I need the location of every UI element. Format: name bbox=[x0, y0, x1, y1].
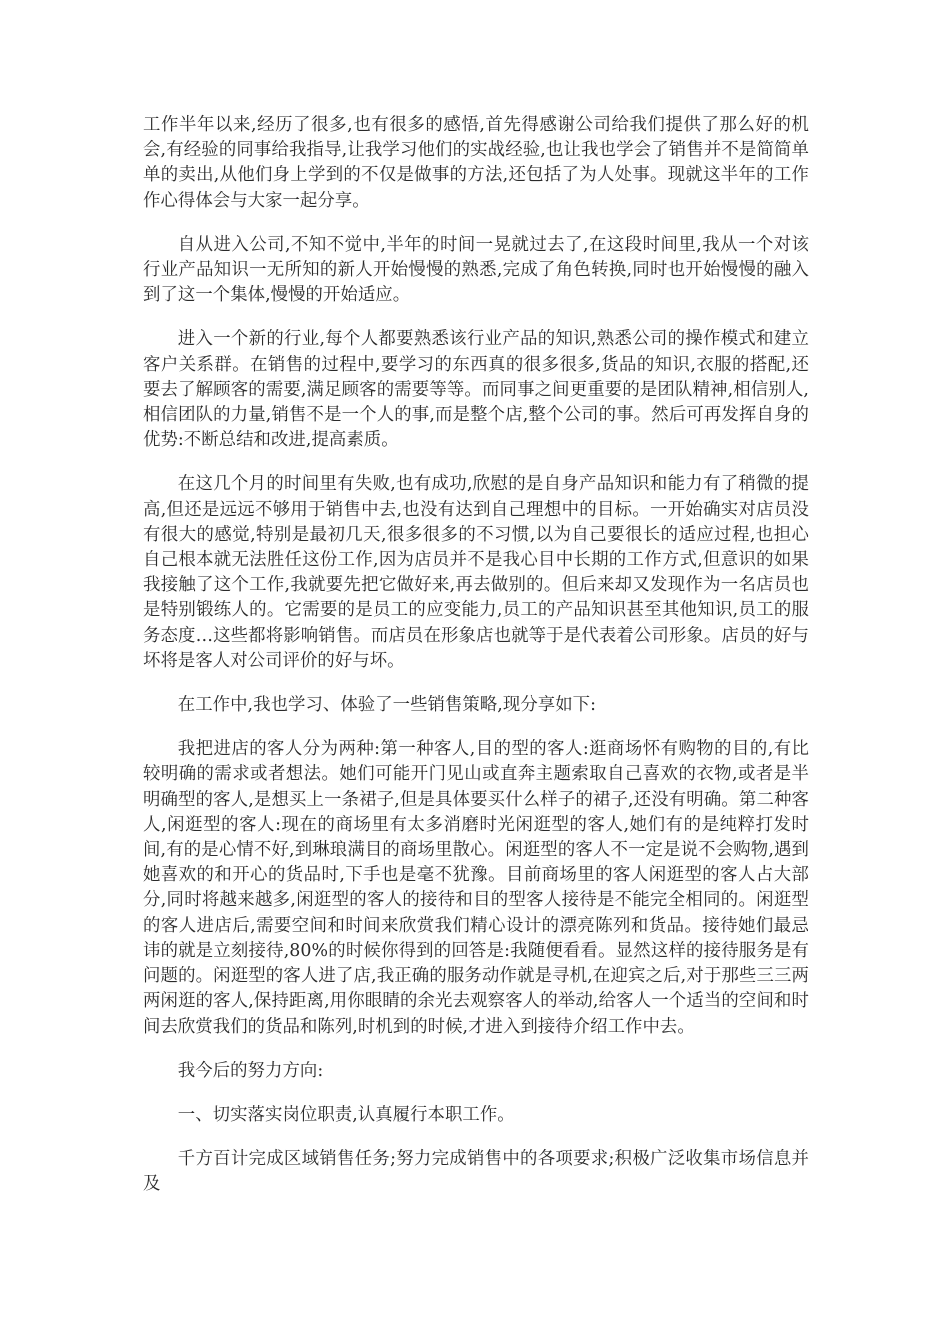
paragraph: 在工作中,我也学习、体验了一些销售策略,现分享如下: bbox=[177, 695, 596, 716]
paragraph: 自从进入公司,不知不觉中,半年的时间一晃就过去了,在这段时间里,我从一个对该行业产品知识一无所知的新人开始慢慢的熟悉,完成了角色转换,同时也开始慢慢的融入到了这一个集体,慢慢的开始适应。 bbox=[143, 234, 809, 306]
paragraph: 我今后的努力方向: bbox=[177, 1060, 324, 1081]
paragraph: 我把进店的客人分为两种:第一种客人,目的型的客人:逛商场怀有购物的目的,有比较明确的需求或者想法。她们可能开门见山或直奔主题索取自己喜欢的衣物,或者是半明确型的客人,是想买上一条裙子,但是具体要买什么样子的裙子,还没有明确。第二种客人,闲逛型的客人:现在的商场里有太多消磨时光闲逛型的客人,她们有的是纯粹打发时间,有的是心情不好,到琳琅满目的商场里散心。闲逛型的客人不一定是说不会购物,遇到她喜欢的和开心的货品时,下手也是毫不犹豫。目前商场里的客人闲逛型的客人占大部分,同时将越来越多,闲逛型的客人的接待和目的型客人接待是不能完全相同的。闲逛型的客人进店后,需要空间和时间来欣赏我们精心设计的漂亮陈列和货品。接待她们最忌讳的就是立刻接待,80%的时候你得到的回答是:我随便看看。显然这样的接待服务是有问题的。闲逛型的客人进了店,我正确的服务动作就是寻机,在迎宾之后,对于那些三三两两闲逛的客人,保持距离,用你眼睛的余光去观察客人的举动,给客人一个适当的空间和时间去欣赏我们的货品和陈列,时机到的时候,才进入到接待介绍工作中去。 bbox=[143, 739, 809, 1037]
paragraph: 工作半年以来,经历了很多,也有很多的感悟,首先得感谢公司给我们提供了那么好的机会,有经验的同事给我指导,让我学习他们的实战经验,也让我也学会了销售并不是简简单单的卖出,从他们身上学到的不仅是做事的方法,还包括了为人处事。现就这半年的工作作心得体会与大家一起分享。 bbox=[143, 115, 809, 211]
paragraph: 进入一个新的行业,每个人都要熟悉该行业产品的知识,熟悉公司的操作模式和建立客户关系群。在销售的过程中,要学习的东西真的很多很多,货品的知识,衣服的搭配,还要去了解顾客的需要,满足顾客的需要等等。而同事之间更重要的是团队精神,相信别人,相信团队的力量,销售不是一个人的事,而是整个店,整个公司的事。然后可再发挥自身的优势:不断总结和改进,提高素质。 bbox=[143, 329, 809, 451]
paragraph: 在这几个月的时间里有失败,也有成功,欣慰的是自身产品知识和能力有了稍微的提高,但还是远远不够用于销售中去,也没有达到自己理想中的目标。一开始确实对店员没有很大的感觉,特别是最初几天,很多很多的不习惯,以为自己要很长的适应过程,也担心自己根本就无法胜任这份工作,因为店员并不是我心目中长期的工作方式,但意识的如果我接触了这个工作,我就要先把它做好来,再去做别的。但后来却又发现作为一名店员也是特别锻练人的。它需要的是员工的应变能力,员工的产品知识甚至其他知识,员工的服务态度…这些都将影响销售。而店员在形象店也就等于是代表着公司形象。店员的好与坏将是客人对公司评价的好与坏。 bbox=[143, 474, 809, 671]
paragraph: 一、切实落实岗位职责,认真履行本职工作。 bbox=[177, 1104, 515, 1125]
document-text-body bbox=[143, 113, 809, 1198]
paragraph: 千方百计完成区域销售任务;努力完成销售中的各项要求;积极广泛收集市场信息并及 bbox=[143, 1149, 809, 1195]
